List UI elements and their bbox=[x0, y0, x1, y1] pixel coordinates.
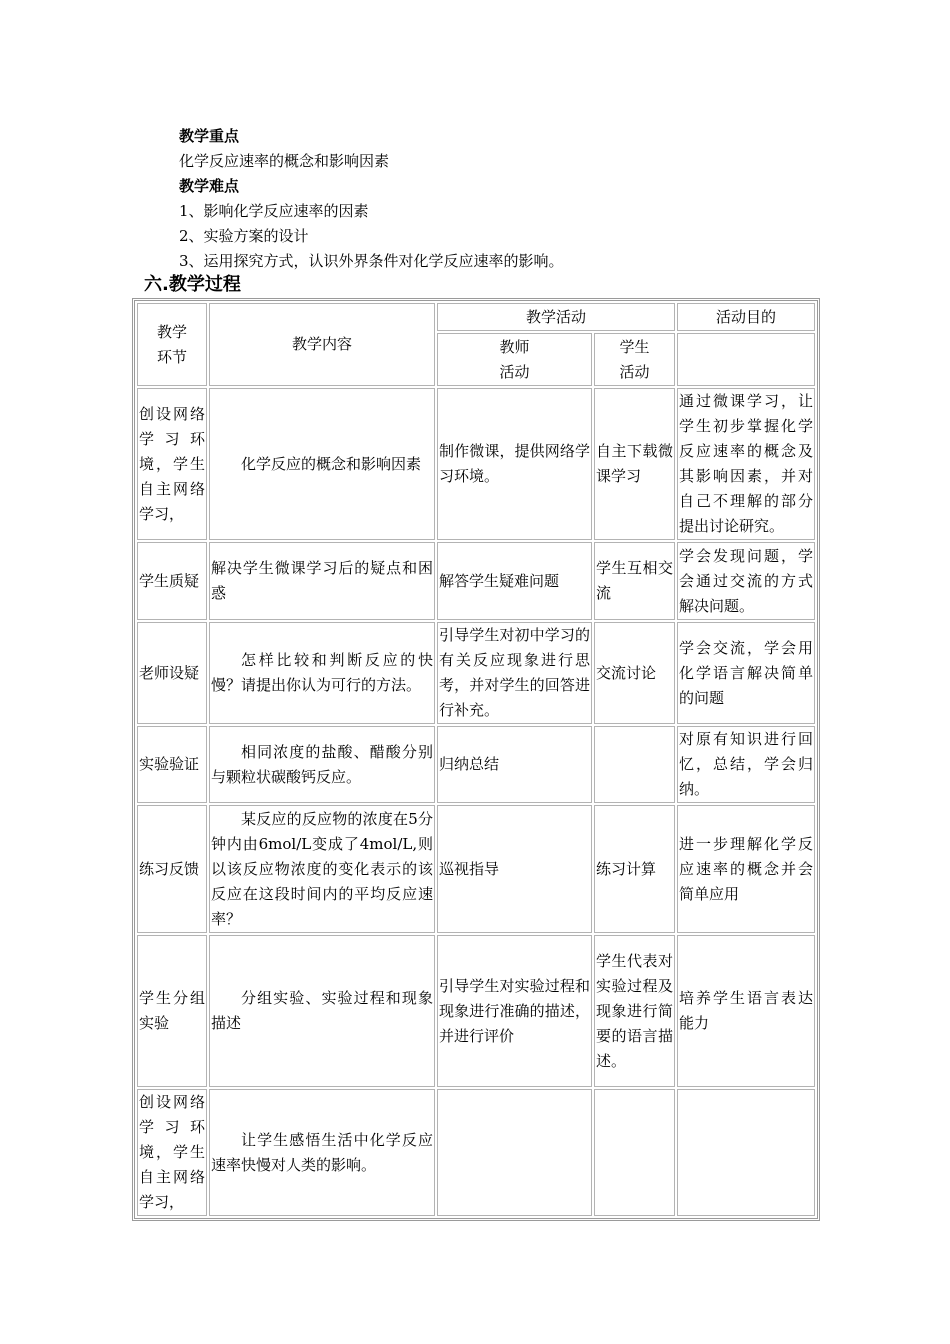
cell-student: 学生互相交流 bbox=[594, 542, 675, 620]
cell-content: 化学反应的概念和影响因素 bbox=[209, 388, 435, 540]
cell-teacher: 制作微课，提供网络学习环境。 bbox=[437, 388, 592, 540]
cell-stage: 实验验证 bbox=[137, 726, 207, 803]
header-activities: 教学活动 bbox=[437, 303, 675, 331]
table-row bbox=[137, 388, 815, 540]
cell-purpose: 进一步理解化学反应速率的概念并会简单应用 bbox=[677, 805, 815, 933]
cell-student: 练习计算 bbox=[594, 805, 675, 933]
cell-stage: 学生分组实验 bbox=[137, 935, 207, 1087]
cell-student: 自主下载微课学习 bbox=[594, 388, 675, 540]
cell-student: 交流讨论 bbox=[594, 622, 675, 724]
cell-content: 分组实验、实验过程和现象描述 bbox=[209, 935, 435, 1087]
difficulties-heading: 教学难点 bbox=[179, 177, 240, 195]
cell-student bbox=[594, 1089, 675, 1216]
cell-teacher: 引导学生对初中学习的有关反应现象进行思考，并对学生的回答进行补充。 bbox=[437, 622, 592, 724]
header-stage: 教学 环节 bbox=[137, 303, 207, 386]
key-points-heading: 教学重点 bbox=[179, 127, 240, 145]
cell-stage: 创设网络学习环境，学生自主网络学习， bbox=[137, 388, 207, 540]
cell-content: 怎样比较和判断反应的快慢？请提出你认为可行的方法。 bbox=[209, 622, 435, 724]
header-teacher: 教师 活动 bbox=[437, 333, 592, 386]
table-row bbox=[137, 805, 815, 933]
header-purpose-blank bbox=[677, 333, 815, 386]
header-student: 学生 活动 bbox=[594, 333, 675, 386]
cell-purpose: 学会发现问题，学会通过交流的方式解决问题。 bbox=[677, 542, 815, 620]
cell-content: 解决学生微课学习后的疑点和困惑 bbox=[209, 542, 435, 620]
cell-purpose: 培养学生语言表达能力 bbox=[677, 935, 815, 1087]
cell-purpose: 对原有知识进行回忆，总结，学会归纳。 bbox=[677, 726, 815, 803]
table-row bbox=[137, 726, 815, 803]
table-row bbox=[137, 542, 815, 620]
header-purpose: 活动目的 bbox=[677, 303, 815, 331]
cell-stage: 学生质疑 bbox=[137, 542, 207, 620]
cell-content: 让学生感悟生活中化学反应速率快慢对人类的影响。 bbox=[209, 1089, 435, 1216]
cell-purpose: 通过微课学习，让学生初步掌握化学反应速率的概念及其影响因素，并对自己不理解的部分提出讨论研究。 bbox=[677, 388, 815, 540]
cell-teacher: 巡视指导 bbox=[437, 805, 592, 933]
section-title: 六.教学过程 bbox=[144, 274, 241, 295]
cell-stage: 创设网络学习环境，学生自主网络学习， bbox=[137, 1089, 207, 1216]
difficulty-item: 1、影响化学反应速率的因素 bbox=[179, 202, 369, 220]
table-header-row bbox=[137, 303, 815, 331]
cell-content: 某反应的反应物的浓度在5分钟内由6mol/L变成了4mol/L,则以该反应物浓度的变化表示的该反应在这段时间内的平均反应速率？ bbox=[209, 805, 435, 933]
table-row bbox=[137, 935, 815, 1087]
table-row bbox=[137, 1089, 815, 1216]
cell-stage: 练习反馈 bbox=[137, 805, 207, 933]
cell-purpose bbox=[677, 1089, 815, 1216]
cell-content: 相同浓度的盐酸、醋酸分别与颗粒状碳酸钙反应。 bbox=[209, 726, 435, 803]
teaching-process-table bbox=[132, 298, 820, 1221]
cell-student: 学生代表对实验过程及现象进行简要的语言描述。 bbox=[594, 935, 675, 1087]
table-row bbox=[137, 622, 815, 724]
key-points-text: 化学反应速率的概念和影响因素 bbox=[179, 152, 390, 170]
cell-teacher: 归纳总结 bbox=[437, 726, 592, 803]
difficulty-item: 3、运用探究方式，认识外界条件对化学反应速率的影响。 bbox=[179, 252, 564, 270]
cell-teacher bbox=[437, 1089, 592, 1216]
cell-teacher: 解答学生疑难问题 bbox=[437, 542, 592, 620]
cell-stage: 老师设疑 bbox=[137, 622, 207, 724]
cell-purpose: 学会交流，学会用化学语言解决简单的问题 bbox=[677, 622, 815, 724]
difficulty-item: 2、实验方案的设计 bbox=[179, 227, 309, 245]
header-content: 教学内容 bbox=[209, 303, 435, 386]
cell-student bbox=[594, 726, 675, 803]
cell-teacher: 引导学生对实验过程和现象进行准确的描述，并进行评价 bbox=[437, 935, 592, 1087]
